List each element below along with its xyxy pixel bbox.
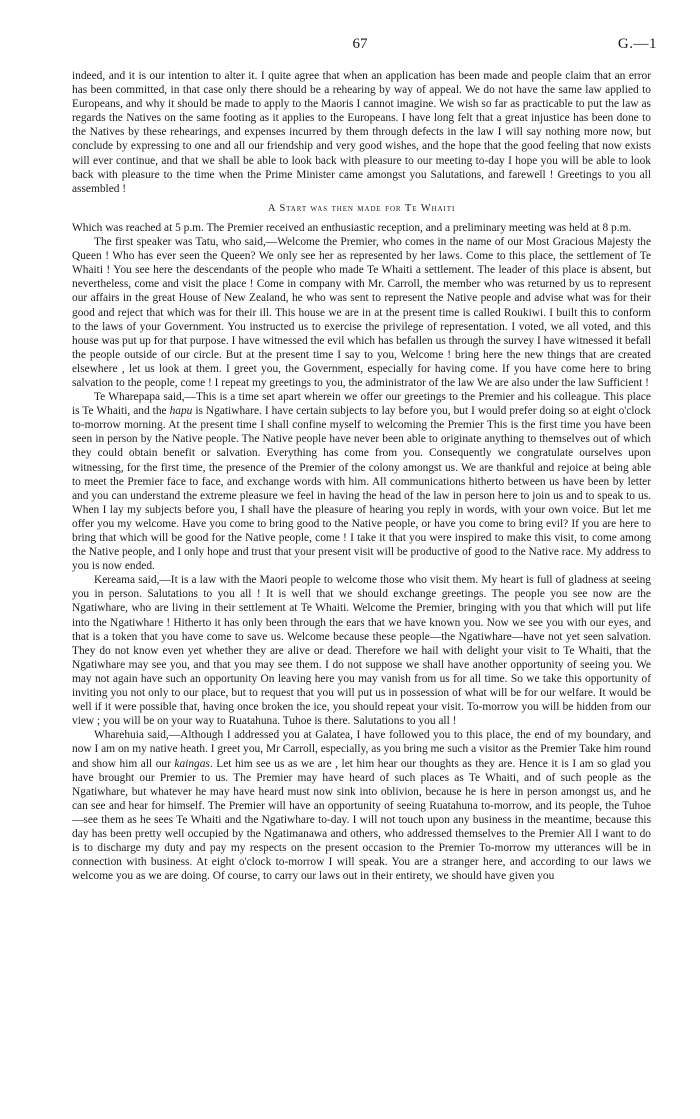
text-segment: Wharehuia said,—Although I addressed you at Galatea, I have followed you to this place, the end of my boundary, and now I am on my native heath. I greet you, Mr Carroll, especially, as you bring me such a visitor as the Premier Take him round and show him all our [72,729,651,770]
paragraph-continuation: indeed, and it is our intention to alter it. I quite agree that when an application has been made and people claim that an error has been committed, in that case only there should be a rehearing by way of appeal. We do not have the same law applied to Europeans, and why it should be made to apply to the Maoris I cannot imagine. We wish so far as practicable to put the law as regards the Natives on the same footing as it applies to the Europeans. I have long felt that a great injustice has been done to the Natives by these rehearings, and expenses incurred by them through defects in the law I will say nothing more now, but conclude by expressing to one and all our friendship and very good wishes, and the hope that the good feeling that now exists will ever continue, and that we shall be able to look back with pleasure to our meeting to-day I hope you will be able to look back with pleasure to the time when the Prime Minister came amongst you Salutations, and farewell ! Greetings to you all assembled ! [72,70,651,195]
paragraph-tatu: The first speaker was Tatu, who said,—Welcome the Premier, who comes in the name of our Most Gracious Majesty the Queen ! Who has ever seen the Queen? We only see her as represented by her laws. Come to this place, the settlement of Te Whaiti ! You see here the descendants of the people who made Te Whaiti a settlement. The leader of this place is absent, but nevertheless, come and visit the place ! Come in company with Mr. Carroll, the member who was returned by us to represent our affairs in the great House of New Zealand, he who was sent to represent the Native people and advise what was for their good and reject that which was for their ill. This house we are in at the present time is called Roukiwi. I built this to conform to the laws of your Government. You instructed us to exercise the privilege of representation. I voted, we all voted, and this house was put up for that purpose. I have witnessed the evil which has befallen us through the survey I have witnessed it befall the people outside of our circle. But at the present time I say to you, Welcome ! bring here the new things that are created elsewhere , let us look at them. I greet you, the Government, especially for having come. If you have come here to bring salvation to the people, come ! I repeat my greetings to you, the administrator of the law We are also under the law Sufficient ! [72,236,651,389]
paragraph-arrival: Which was reached at 5 p.m. The Premier received an enthusiastic reception, and a preliminary meeting was held at 8 p.m. [72,221,632,234]
paragraph-te-wharepapa [72,390,651,573]
text-segment: Te Wharepapa said,—This is a time set apart wherein we offer our greetings to the Premier and his colleague. This place is Te Whaiti, and the [72,391,651,418]
text-segment: is Ngatiwhare. I have certain subjects to lay before you, but I would prefer doing so at eight o'clock to-morrow morning. At the present time I shall confine myself to welcoming the Premier This is the first time you have been seen in person by the Native people. The Native people have never been able to originate anything to themselves out of which they could obtain benefit or salvation. Everything has come from you. Consequently we congratulate ourselves upon witnessing, for the first time, the presence of the Premier of the colony amongst us. We are thankful and rejoice at being able to meet the Premier face to face, and exchange words with him. All communications hitherto between us have been by letter and you can understand the extreme pleasure we feel in having the head of the law in person here to join us and to speak to us. When I lay my subjects before you, I shall have the pleasure of hearing you reply in words, with your own voice. But let me offer you my welcome. Have you come to bring good to the Native people, or have you come to bring evil? If you are here to bring that which will be good for the Native people, come ! I take it that you were inspired to make this visit, to come among the Native people, and I only hope and trust that your present visit will be productive of good to the Native race. My address to you is now ended. [72,405,651,573]
text-segment: . Let him see us as we are , let him hear our thoughts as they are. Hence it is I am so glad you have brought our Premier to us. The Premier may have heard of such places as Te Whaiti, and of such people as the Ngatiwhare, but whatever he may have heard must now sink into oblivion, because he is here in person amongst us, and he can see and hear for himself. The Premier will have an opportunity of seeing Ruatahuna to-morrow, and its people, the Tuhoe—see them as he sees Te Whaiti and the Ngatiwhare to-day. I will not touch upon any business in the meantime, because this day has been pretty well occupied by the Ngatimanawa and others, who addressed themselves to the Premier All I want to do is to discharge my duty and pay my respects on the present occasion to the Premier To-morrow my utterances will be in connection with business. At eight o'clock to-morrow I will speak. You are a stranger here, and according to our laws we welcome you as we are doing. Of course, to carry our laws out in their entirety, we should have given you [72,757,651,883]
body-text [72,69,651,883]
paragraph-wharehuia [72,728,651,883]
italic-term: hapu [169,405,193,418]
page-number: 67 [352,36,368,52]
document-reference: G.—1 [617,36,657,52]
paragraph-kereama: Kereama said,—It is a law with the Maori people to welcome those who visit them. My heart is full of gladness at seeing you in person. Salutations to you all ! It is well that we should exchange greetings. The people you see now are the Ngatiwhare, who are living in their settlement at Te Whaiti. Welcome the Premier, bringing with you that which will put life into the Ngatiwhare ! Hitherto it has only been through the ears that we have known you. Now we see you with our eyes, and that is a token that you have come to save us. Welcome because these people—the Ngatiwhare—have not yet seen salvation. They do not know even yet whether they are alive or dead. Therefore we hail with delight your visit to Te Whaiti, that the Ngatiwhare may see you, and that you may see them. I do not suppose we shall have another opportunity of seeing you. We may not again have such an opportunity On leaving here you may vanish from us for all time. So we take this opportunity of inviting you not only to our place, but to request that you will put us in possession of what will be for our welfare. It would be well if it were possible that, having once broken the ice, you should repeat your visit. To-morrow you will be hidden from our view ; you will be on your way to Ruatahuna. Tuhoe is there. Salutations to you all ! [72,574,651,728]
section-heading-text: A Start was then made for Te Whaiti [267,202,456,214]
section-heading [72,202,651,216]
italic-term: kaingas [174,757,210,770]
